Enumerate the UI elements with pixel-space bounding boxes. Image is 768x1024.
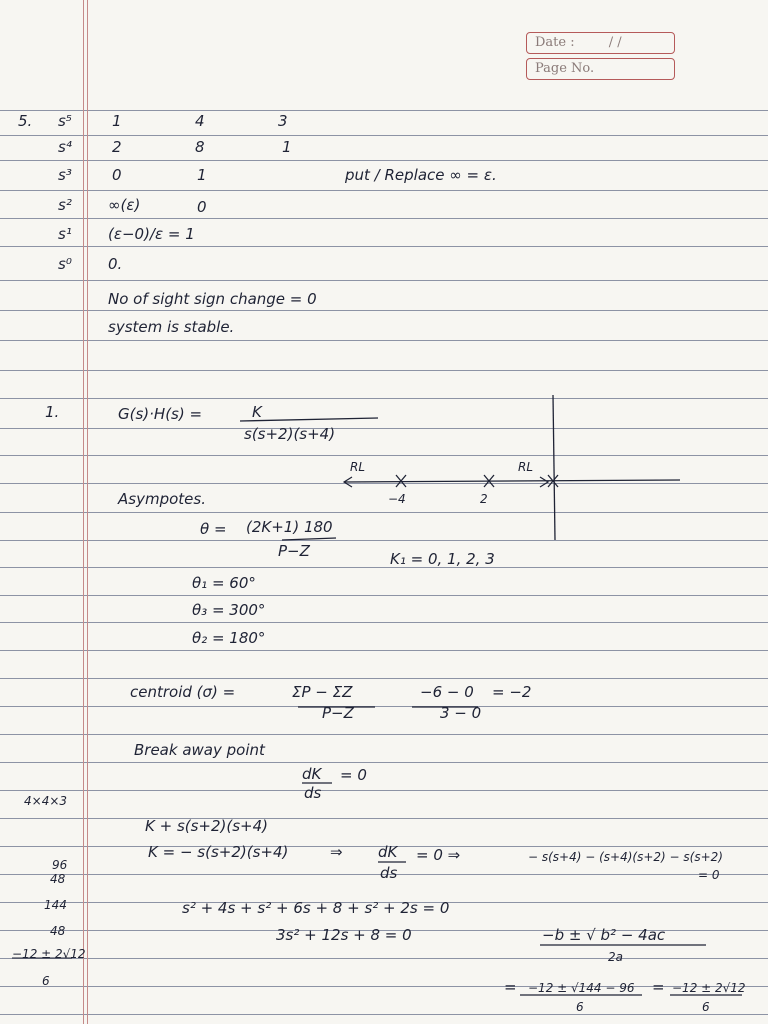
routh-cell: 8	[195, 138, 205, 156]
imaginary-axis	[553, 395, 555, 540]
fraction-bar	[240, 418, 378, 421]
question-number: 5.	[18, 112, 33, 130]
routh-s-label: s⁴	[58, 138, 72, 156]
final-denominator: 6	[576, 1000, 584, 1014]
quadratic-formula-numerator: −b ± √ b² − 4ac	[542, 926, 666, 944]
margin-note: 48	[50, 872, 66, 886]
routh-cell: 1	[197, 166, 207, 184]
centroid-denominator-value: 3 − 0	[440, 704, 482, 722]
dk2-numerator: dK	[378, 843, 398, 861]
quadratic-equation: 3s² + 12s + 8 = 0	[276, 926, 412, 944]
routh-s-label: s³	[58, 166, 72, 184]
page-label: Page No.	[535, 61, 595, 76]
breakaway-heading: Break away point	[134, 741, 265, 759]
margin-note: 144	[44, 898, 67, 912]
dk-denominator: ds	[304, 784, 322, 802]
routh-s-label: s⁰	[58, 255, 72, 273]
date-label: Date :	[535, 35, 575, 50]
final-equals: =	[504, 978, 517, 996]
theta-1: θ₁ = 60°	[192, 574, 256, 592]
dk2-denominator: ds	[380, 864, 398, 882]
theta-3: θ₂ = 180°	[192, 629, 266, 647]
theta-denominator: P−Z	[278, 542, 310, 560]
theta-2: θ₃ = 300°	[192, 601, 266, 619]
root-locus-label: RL	[518, 460, 534, 474]
transfer-function-denominator: s(s+2)(s+4)	[244, 425, 336, 443]
centroid-numerator-value: −6 − 0	[420, 683, 474, 701]
theta-numerator: (2K+1) 180	[246, 518, 333, 536]
routh-cell: (ε−0)/ε = 1	[108, 225, 195, 243]
margin-note: 6	[42, 974, 50, 988]
final-numerator: −12 ± √144 − 96	[528, 981, 635, 995]
implies-arrow: ⇒	[330, 843, 343, 861]
dk-equals: = 0	[340, 766, 367, 784]
routh-cell: 0.	[108, 255, 123, 273]
stability-conclusion: system is stable.	[108, 318, 235, 336]
centroid-lhs: centroid (σ) =	[130, 683, 236, 701]
routh-s-label: s¹	[58, 225, 72, 243]
date-separator: / /	[608, 35, 622, 50]
fraction-bar	[282, 538, 336, 540]
replace-note: put / Replace ∞ = ε.	[345, 166, 497, 184]
k-expression: K = − s(s+2)(s+4)	[148, 843, 289, 861]
real-axis	[344, 480, 680, 482]
transfer-function-numerator: K	[252, 403, 262, 421]
final-numerator: −12 ± 2√12	[672, 981, 746, 995]
routh-cell: 1	[282, 138, 292, 156]
final-equals: =	[652, 978, 665, 996]
theta-lhs: θ =	[200, 520, 227, 538]
quadratic-formula-denominator: 2a	[608, 950, 623, 964]
derivative-equals-zero: = 0	[698, 868, 720, 882]
margin-note: 96	[52, 858, 68, 872]
sign-change-line: No of sight sign change = 0	[108, 290, 317, 308]
routh-cell: 0	[112, 166, 122, 184]
transfer-function-lhs: G(s)·H(s) =	[118, 405, 203, 423]
expanded-equation: s² + 4s + s² + 6s + 8 + s² + 2s = 0	[182, 899, 450, 917]
asymptotes-heading: Asympotes.	[118, 490, 206, 508]
centroid-denominator: P−Z	[322, 704, 354, 722]
centroid-result: = −2	[492, 683, 532, 701]
dk2-tail: = 0 ⇒	[416, 846, 461, 864]
k-values: K₁ = 0, 1, 2, 3	[390, 550, 495, 568]
axis-tick-label: −4	[388, 492, 406, 506]
margin-note: 48	[50, 924, 66, 938]
derivative-expression: − s(s+4) − (s+4)(s+2) − s(s+2)	[528, 850, 723, 864]
axis-tick-label: 2	[480, 492, 488, 506]
characteristic-equation: K + s(s+2)(s+4)	[145, 817, 269, 835]
margin-note: 4×4×3	[24, 794, 68, 808]
routh-s-label: s⁵	[58, 112, 72, 130]
routh-cell: 2	[112, 138, 122, 156]
routh-cell: 0	[197, 198, 207, 216]
routh-cell: 3	[278, 112, 288, 130]
routh-s-label: s²	[58, 196, 72, 214]
routh-cell: ∞(ε)	[108, 196, 141, 214]
centroid-numerator: ΣP − ΣZ	[292, 683, 353, 701]
routh-cell: 1	[112, 112, 122, 130]
final-denominator: 6	[702, 1000, 710, 1014]
margin-note: −12 ± 2√12	[12, 947, 86, 961]
question-number: 1.	[45, 403, 60, 421]
arrow-right	[540, 477, 548, 487]
root-locus-label: RL	[350, 460, 366, 474]
routh-cell: 4	[195, 112, 205, 130]
dk-numerator: dK	[302, 765, 322, 783]
